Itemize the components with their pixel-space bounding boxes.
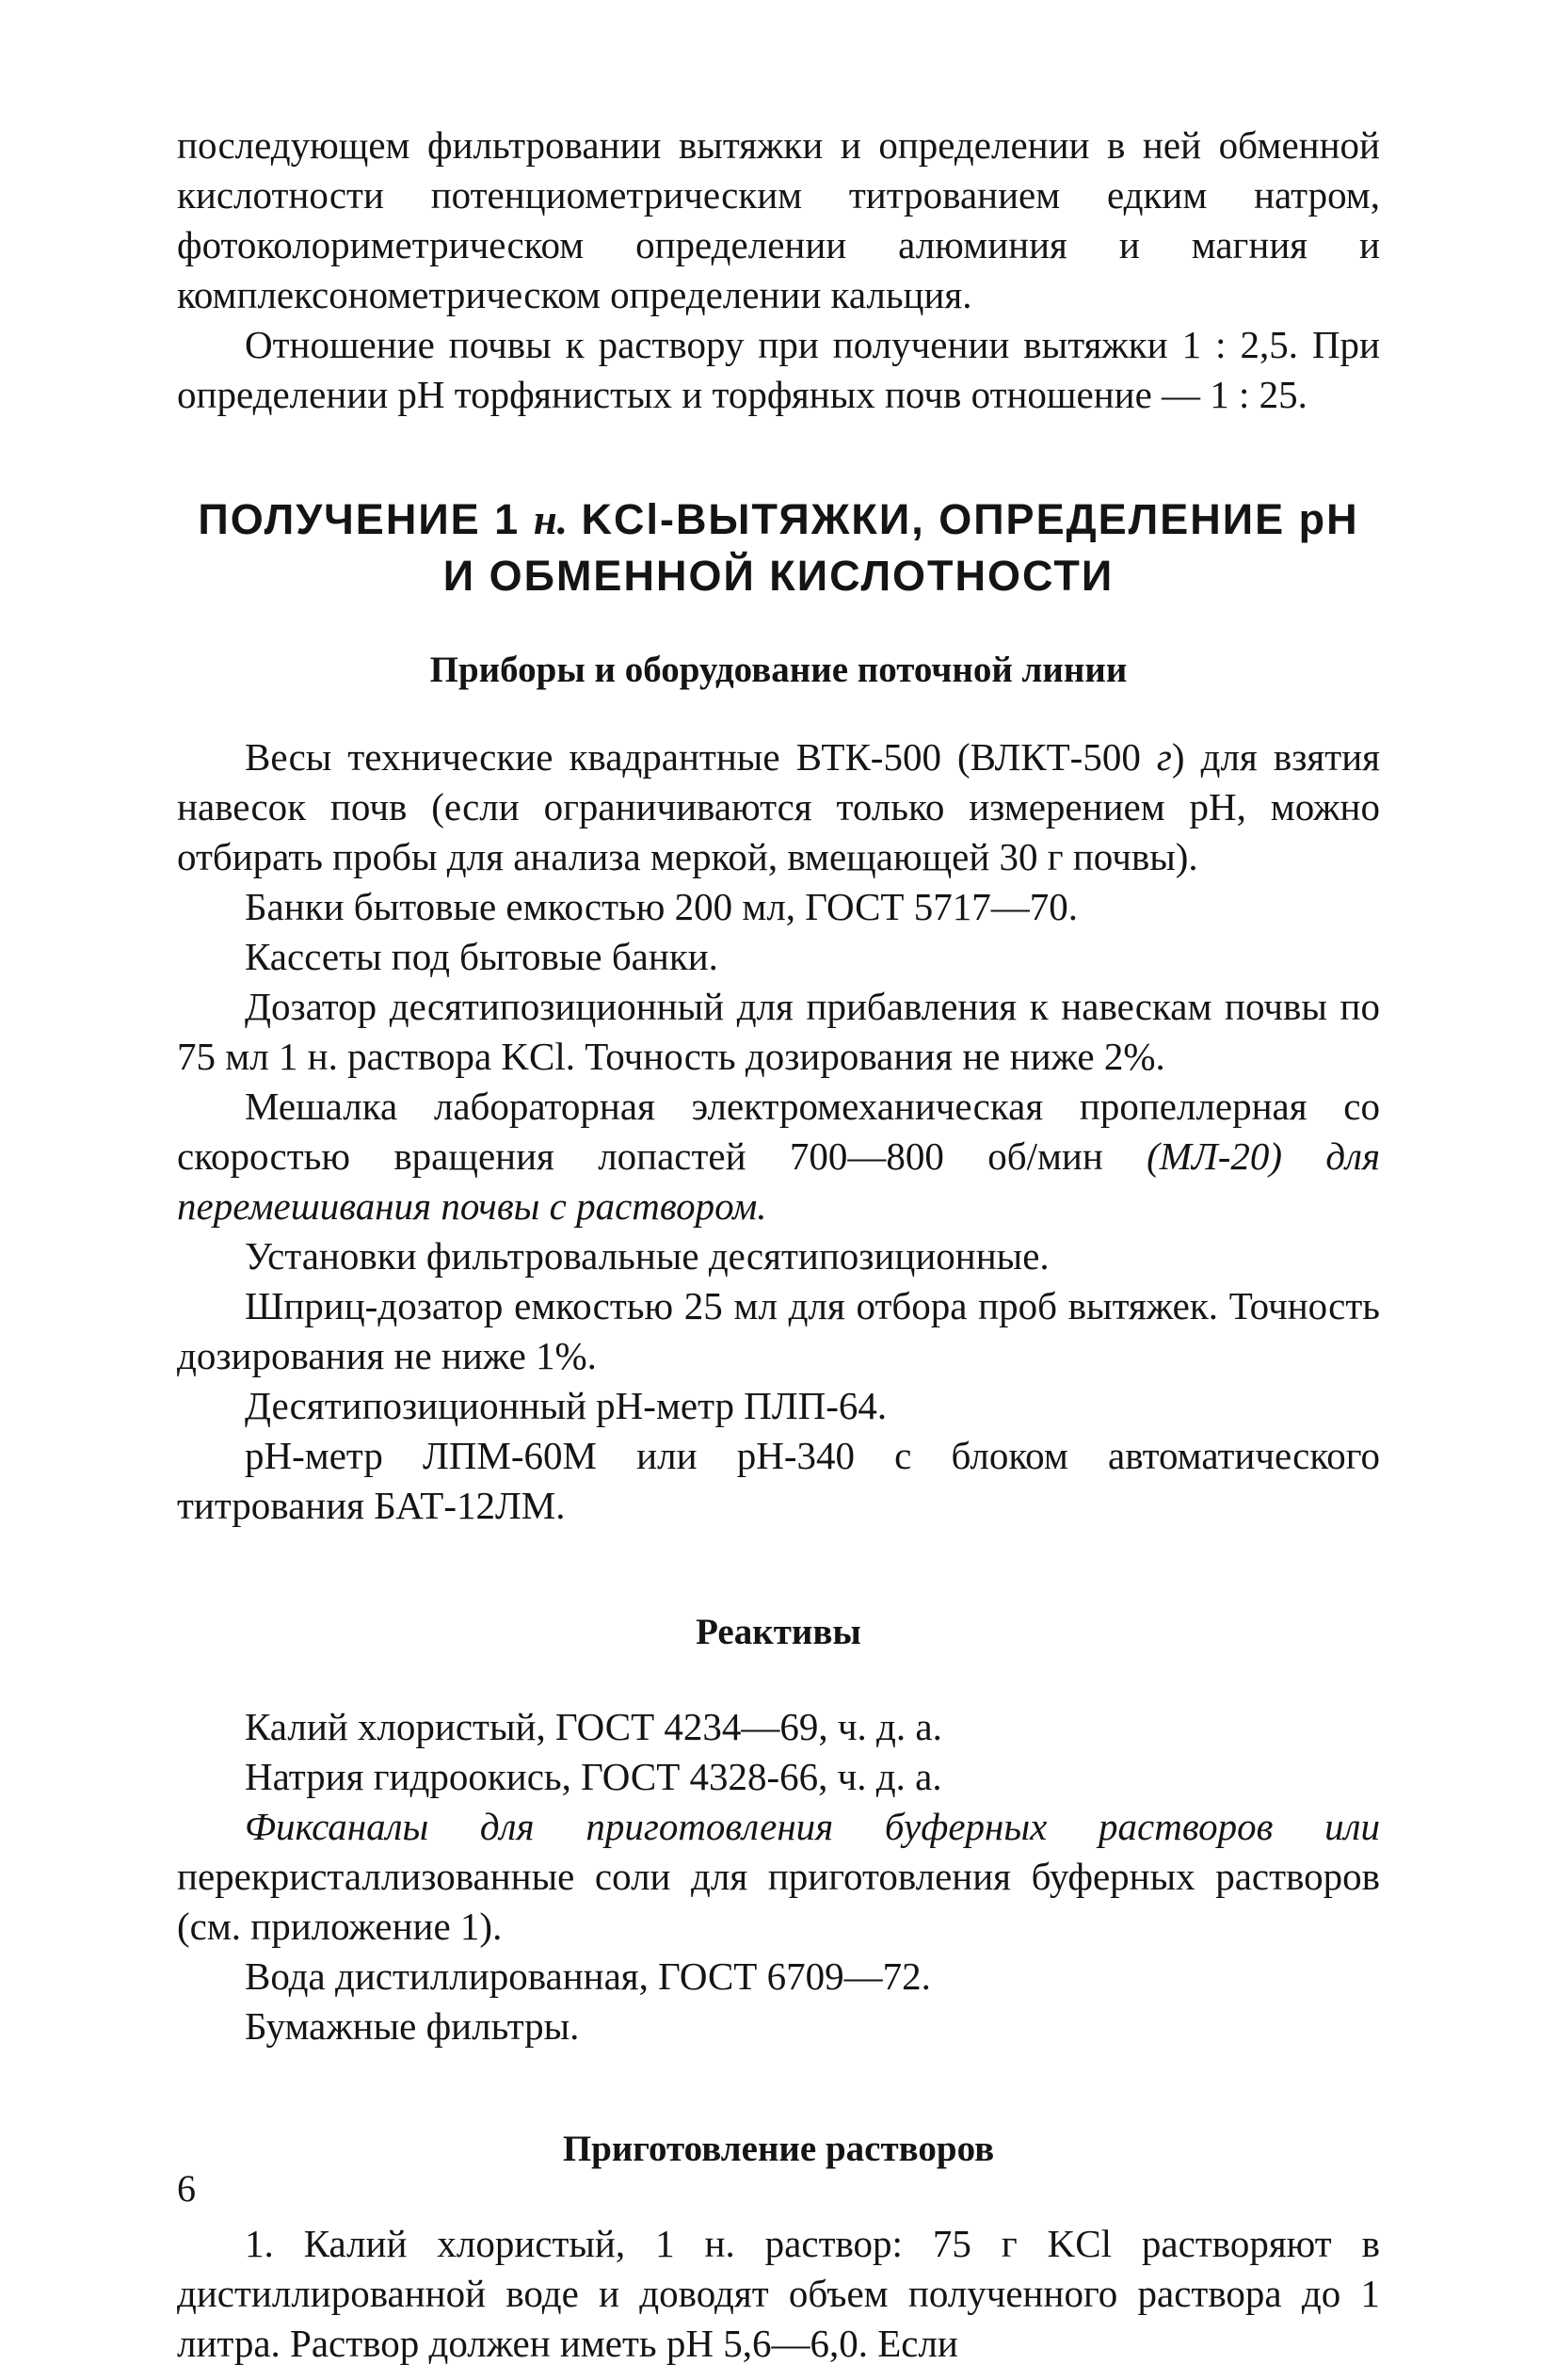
reagent-item-water: Вода дистиллированная, ГОСТ 6709—72. (245, 1954, 931, 1998)
reagent-item-text: перекристаллизованные соли для приготовления буферных растворов (см. приложение 1). (177, 1855, 1380, 1948)
equipment-item-scales (177, 732, 1380, 882)
page-number: 6 (177, 2167, 196, 2210)
reagents-list (177, 1702, 1380, 2051)
equipment-list (177, 732, 1380, 1531)
reagent-item-kcl: Калий хлористый, ГОСТ 4234—69, ч. д. а. (245, 1705, 942, 1748)
reagent-item-italic: Фиксаналы для приготовления буферных растворов или (245, 1805, 1380, 1848)
section-title (177, 491, 1380, 604)
intro-paragraph-continued: последующем фильтровании вытяжки и определении в ней обменной кислотности потенциометрическим титрованием едким натром, фотоколориметрическом определении алюминия и магния и комплексонометрическом определении кальция. (177, 123, 1380, 316)
reagent-item-naoh: Натрия гидроокись, ГОСТ 4328-66, ч. д. а. (245, 1755, 942, 1798)
reagents-heading: Реактивы (696, 1612, 861, 1652)
equipment-item-text: Весы технические квадрантные ВТК-500 (ВЛКТ-500 (245, 735, 1157, 779)
section-title-unit: н. (533, 496, 568, 543)
reagent-item-filters: Бумажные фильтры. (245, 2004, 580, 2048)
equipment-item-text-after: ) для взятия навесок почв (если ограничиваются только измерением pH, можно отбирать пробы для анализа меркой, вмещающей 30 г почвы). (177, 735, 1380, 878)
preparation-heading: Приготовление растворов (562, 2129, 995, 2169)
equipment-item-italic: г (1156, 735, 1172, 779)
intro-paragraph-ratio: Отношение почвы к раствору при получении вытяжки 1 : 2,5. При определении pH торфянистых и торфяных почв отношение — 1 : 25. (177, 323, 1380, 416)
equipment-heading: Приборы и оборудование поточной линии (429, 650, 1128, 690)
equipment-item-ph-meter: pH-метр ЛПМ-60М или pH-340 с блоком автоматического титрования БАТ-12ЛМ. (177, 1434, 1380, 1527)
equipment-item-ph-meter-10: Десятипозиционный pH-метр ПЛП-64. (245, 1384, 888, 1427)
equipment-item-filter-units: Установки фильтровальные десятипозиционные. (245, 1234, 1050, 1278)
section-title-part-b: KCl-ВЫТЯЖКИ, ОПРЕДЕЛЕНИЕ pH (567, 495, 1359, 543)
equipment-item-text: Мешалка лабораторная электромеханическая пропеллерная со скоростью вращения лопастей 700—800 об/мин (177, 1085, 1380, 1178)
preparation-paragraph: 1. Калий хлористый, 1 н. раствор: 75 г KCl растворяют в дистиллированной воде и доводят объем полученного раствора до 1 литра. Раствор должен иметь pH 5,6—6,0. Если (177, 2222, 1380, 2365)
section-title-part-a: ПОЛУЧЕНИЕ 1 (198, 495, 534, 543)
reagent-item-fixanals (177, 1802, 1380, 1952)
equipment-item-italic: (МЛ-20) для перемешивания почвы с раствором. (177, 1134, 1381, 1228)
equipment-item-dispenser: Дозатор десятипозиционный для прибавления к навескам почвы по 75 мл 1 н. раствора KCl. Точность дозирования не ниже 2%. (177, 985, 1380, 1078)
equipment-item-mixer (177, 1082, 1380, 1231)
section-title-line2: И ОБМЕННОЙ КИСЛОТНОСТИ (442, 552, 1115, 600)
equipment-item-cassettes: Кассеты под бытовые банки. (245, 935, 718, 978)
equipment-item-jars: Банки бытовые емкостью 200 мл, ГОСТ 5717—70. (245, 885, 1078, 928)
page-content (177, 121, 1380, 2369)
equipment-item-syringe: Шприц-дозатор емкостью 25 мл для отбора проб вытяжек. Точность дозирования не ниже 1%. (177, 1284, 1380, 1377)
